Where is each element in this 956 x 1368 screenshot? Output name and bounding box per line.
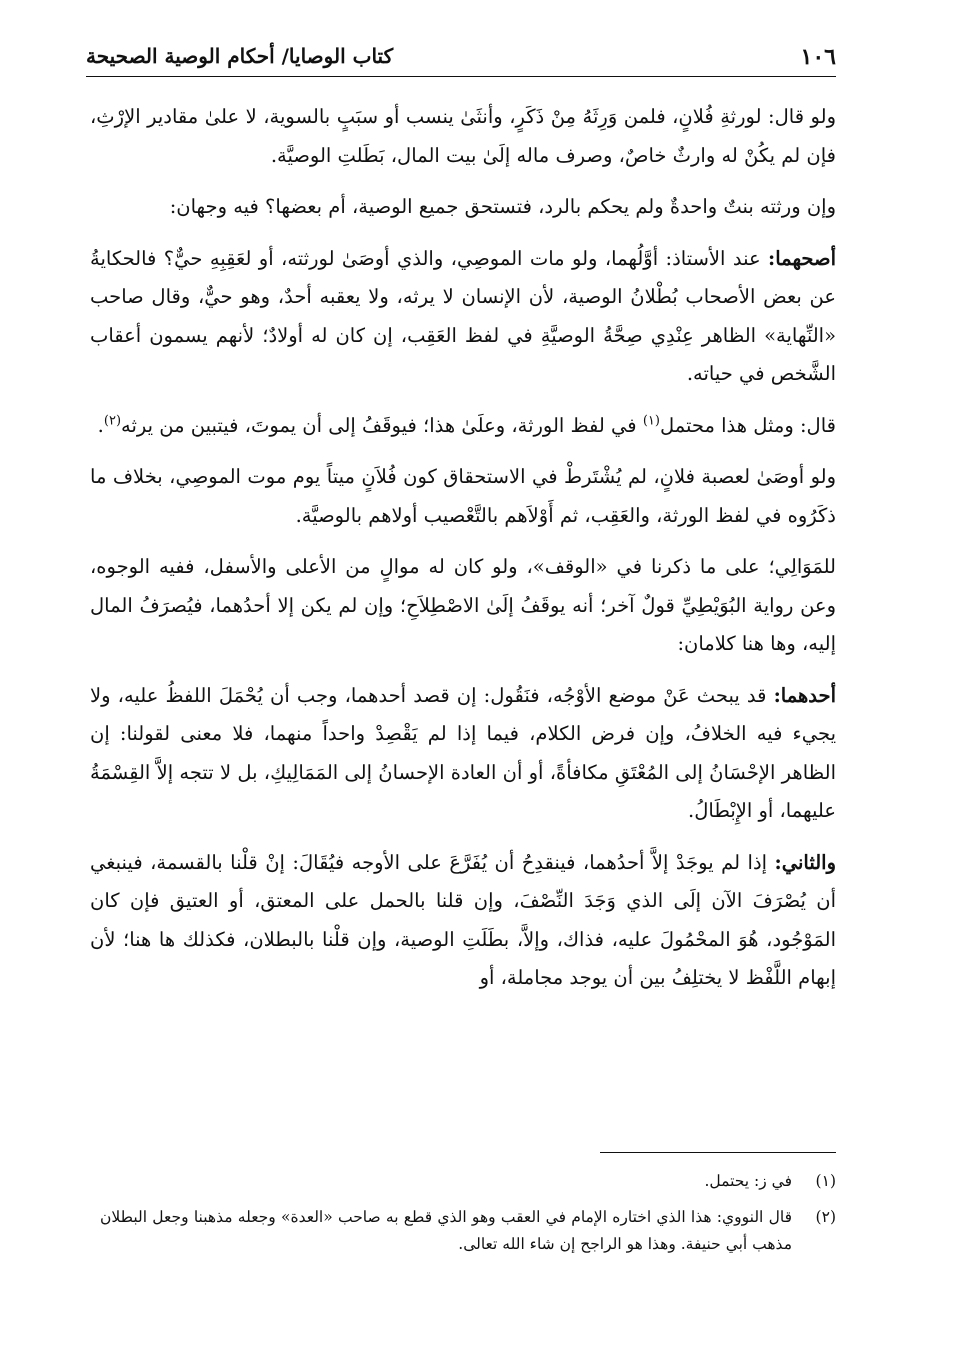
- paragraph: [90, 844, 836, 998]
- footnote-text: في ز: يحتمل.: [704, 1172, 792, 1190]
- footnote-number: (٢): [815, 1208, 836, 1226]
- footnotes: [100, 1168, 836, 1267]
- main-text: [90, 98, 836, 998]
- paragraph-text: ولو أوصَىٰ لعصبة فلانٍ، لم يُشْتَرطْ في الاستحقاق كون فُلاَنٍ ميتاً يوم موت الموصِي، بخلاف ما ذكَرُوه في لفظ الورثة، والعَقِب، ثم أَوْلاَهم بالتَّعْصيب أولاهم بالوصيَّة.: [90, 465, 836, 527]
- paragraph: [90, 188, 836, 227]
- paragraph-text: في لفظ الورثة، وعلَىٰ هذا؛ فيوقَفُ إلى أن يموتَ، فيتبين من يرثه: [121, 413, 643, 437]
- footnote-2: [100, 1204, 836, 1258]
- paragraph: [90, 548, 836, 664]
- page-number: ١٠٦: [800, 44, 836, 70]
- paragraph: [90, 407, 836, 446]
- footnote-ref-1[interactable]: (١): [642, 413, 660, 428]
- footnote-ref-2[interactable]: (٢): [103, 413, 122, 428]
- paragraph: [90, 677, 836, 831]
- footnote-text: قال النووي: هذا الذي اختاره الإمام في العقب وهو الذي قطع به صاحب «العدة» وجعله مذهبنا وجعل البطلان مذهب أبي حنيفة. وهذا هو الراجح إن شاء الله تعالى.: [100, 1208, 792, 1253]
- paragraph-lead: أصحهما:: [768, 246, 836, 270]
- paragraph-lead: أحدهما:: [773, 683, 836, 707]
- paragraph-text: قال: ومثل هذا محتمل: [659, 413, 836, 437]
- footnote-divider: [600, 1152, 836, 1153]
- paragraph-text: إذا لم يوجَدْ إلاَّ أحدُهما، فينقدِحُ أن يُفَرَّعَ على الأوجه فيُقَالَ: إنْ قلْنا بالقسمة، فينبغي أن يُصْرَفَ الآن إلَى الذي وَجَدَ النِّصْفَ، وإن قلنا بالحمل على المعتق، أو العتيق فإن كان المَوْجُود، هُوَ المحْمُولَ عليه، فذاك، وإلاَّ، بطَلَتِ الوصية، وإن قلْنا بالبطلان، فكذلك ها هنا؛ لأن إبهام اللَّفْظ لا يختلِفُ بين أن يوجد مجاملة، أو: [90, 850, 836, 989]
- paragraph-text: وإن ورثته بنتٌ واحدةٌ ولم يحكم بالرد، فتستحق جميع الوصية، أم بعضها؟ فيه وجهان:: [169, 195, 836, 218]
- paragraph-text: .: [97, 413, 104, 437]
- paragraph: [90, 98, 836, 175]
- footnote-1: [100, 1168, 836, 1195]
- paragraph-text: عند الأستاذ: أوَّلُهما، ولو مات الموصِي، والذي أوصَىٰ لورثته، أو لعَقِبِهِ حيٌّ؟ فالحكايةُ عن بعض الأصحاب بُطْلانُ الوصية، لأن الإنسان لا يرثه، ولا يعقبه أحدٌ، وهو حيٌّ، وقال صاحب «النِّهاية» الظاهر عِنْدِي صِحَّةُ الوصيَّةِ في لفظ العَقِب، إن كان له أولادٌ؛ لأنهم يسمون أعقاب الشَّخص في حياته.: [90, 246, 836, 385]
- paragraph: [90, 458, 836, 535]
- page-header: [86, 40, 836, 77]
- footnote-number: (١): [815, 1172, 836, 1190]
- paragraph-lead: والثاني:: [774, 850, 836, 874]
- running-title: كتاب الوصايا/ أحكام الوصية الصحيحة: [86, 44, 394, 68]
- paragraph-text: ولو قال: لورثةِ فُلانٍ، فلمن وَرِثَهُ مِنْ ذَكَرٍ، وأنثَىٰ ينسب أو سبَبٍ بالسوية، لا علىٰ مقادير الإرْثِ، فإن لم يكُنْ له وارثٌ خاصٌ، وصرف ماله إلَىٰ بيت المال، بَطَلتِ الوصيَّة.: [90, 105, 836, 167]
- paragraph-text: للمَوَالِي؛ على ما ذكرنا في «الوقف»، ولو كان له موالٍ من الأعلى والأسفل، ففيه الوجوه، وعن رواية البُوَيْطِيِّ قولٌ آخر؛ أنه يوقَفُ إلَىٰ الاصْطِلاَحِ؛ وإن لم يكن إلا أحدُهما، فيُصرَفُ المال إليه، وها هنا كلامان:: [90, 555, 836, 655]
- paragraph-text: قد يبحث عَنْ موضع الأوْجُه، فنَقُول: إن قصد أحدهما، وجب أن يُحْمَلَ اللفظُ عليه، ولا يجيء فيه الخلافُ، وإن فرض الكلام، فيما إذا لم يَقْصِدْ واحداً منهما، فلا معنى لقولنا: إن الظاهر الإحْسَانُ إلى المُعْتَقِ مكافأةً، أو أن العادة الإحسانُ إلى المَمَالِيكِ، بل لا تتجه إلاَّ القِسْمَةُ عليهما، أو الإِبْطَالُ.: [90, 683, 836, 822]
- paragraph: [90, 240, 836, 394]
